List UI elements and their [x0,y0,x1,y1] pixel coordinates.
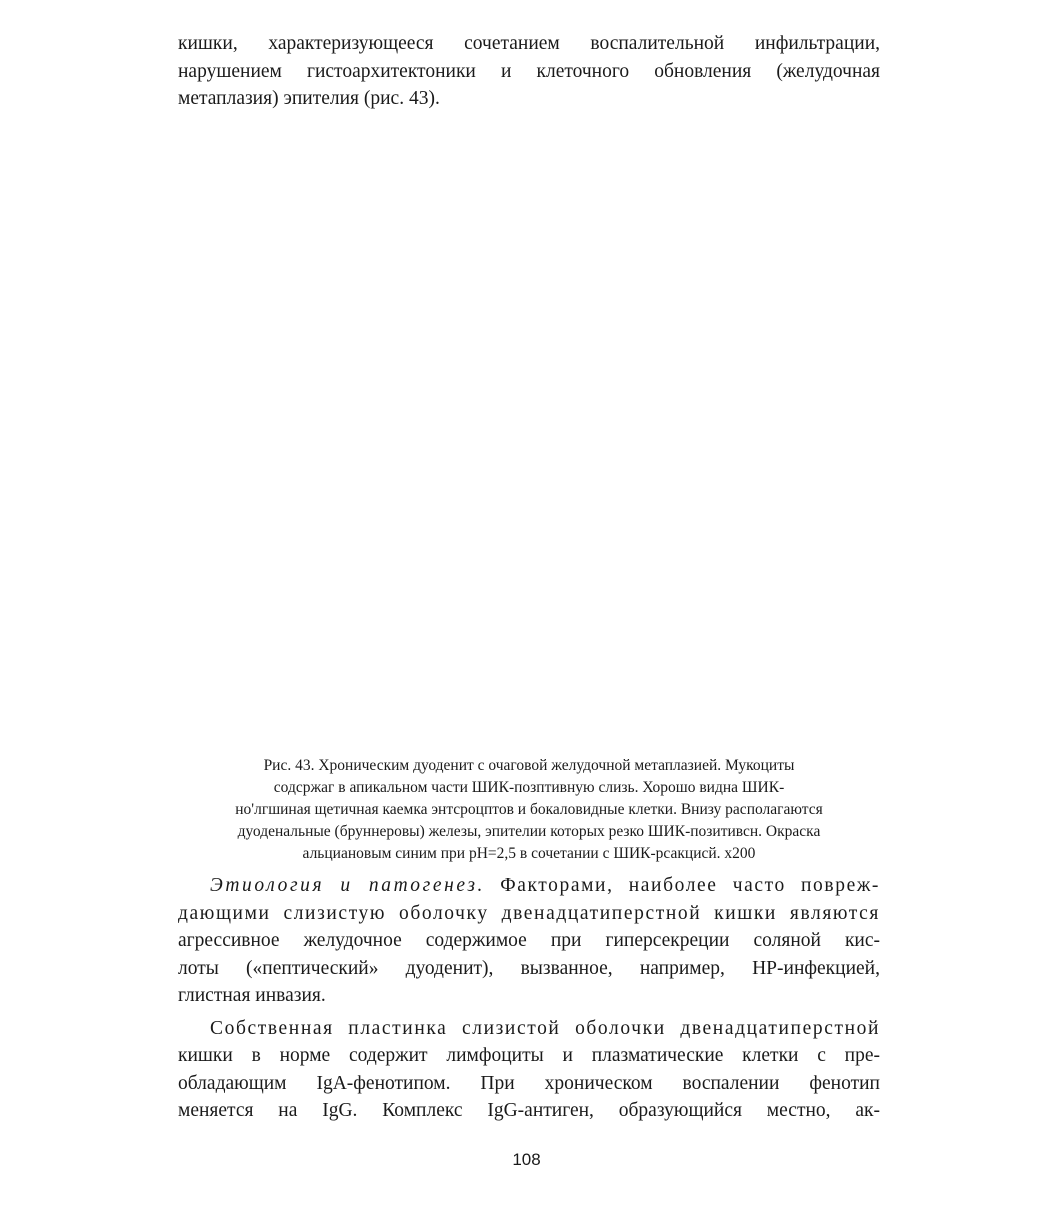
text-line: глистная инвазия. [178,985,326,1006]
top-paragraph [178,30,880,113]
figure-caption [178,755,880,865]
paragraph-first-line: Собственная пластинка слизистой оболочки двенадцатиперстной [210,1017,880,1039]
text-line: кишки в норме содержит лимфоциты и плазматические клетки с пре- [178,1045,880,1066]
text-line: обладающим IgA-фенотипом. При хроническом воспалении фенотип [178,1072,880,1094]
text-line: кишки, характеризующееся сочетанием воспалительной инфильтрации, [178,33,880,54]
body-text [178,872,880,1125]
page-number: 108 [512,1150,541,1169]
caption-line: содсржаг в апикальном части ШИК-позптивную слизь. Хорошо видна ШИК- [273,779,785,796]
text-line: меняется на IgG. Комплекс IgG-антиген, образующийся местно, ак- [178,1100,880,1121]
caption-line: но'лгшиная щетичная каемка энтсроцптов и бокаловидные клетки. Внизу располагаются [235,801,823,818]
text-line: нарушением гистоархитектоники и клеточного обновления (желудочная [178,60,880,82]
caption-line: Рис. 43. Хроническим дуоденит с очаговой желудочной метаплазией. Мукоциты [263,757,795,774]
text-line: метаплазия) эпителия (рис. 43). [178,88,440,109]
text-line: лоты («пептический» дуоденит), вызванное, например, НР-инфекцией, [178,957,880,979]
caption-line: альциановым синим при pH=2,5 в сочетании с ШИК-рсакцисй. х200 [302,845,756,862]
caption-line: дуоденальные (бруннеровы) железы, эпителии которых резко ШИК-позитивсн. Окраска [237,823,821,840]
text-run: Факторами, наиболее часто повреж- [485,875,880,896]
figure-image-area [178,125,880,745]
text-line: дающими слизистую оболочку двенадцатиперстной кишки являются [178,902,880,924]
text-line: агрессивное желудочное содержимое при гиперсекреции соляной кис- [178,930,880,951]
paragraph-first-line [178,872,880,900]
section-lead-italic: Этиология и патогенез. [210,875,486,896]
